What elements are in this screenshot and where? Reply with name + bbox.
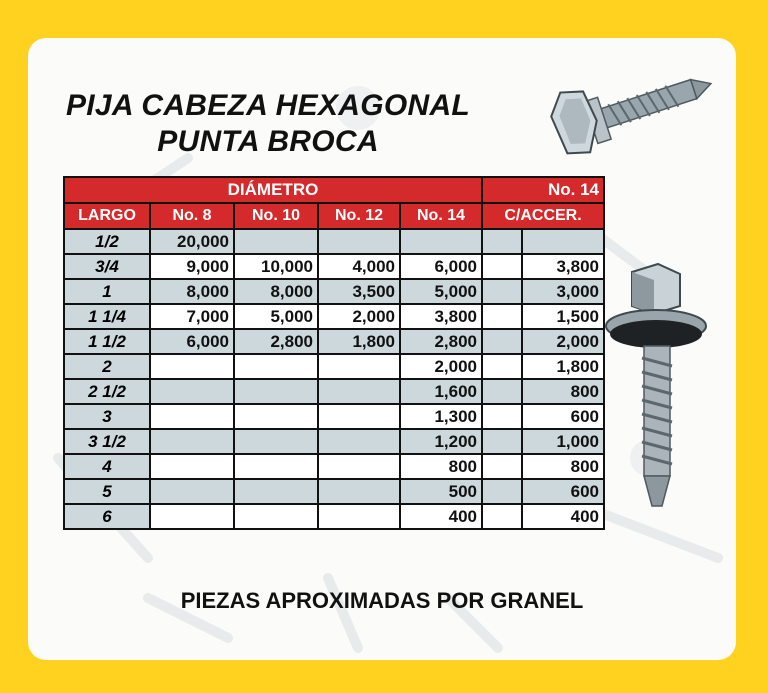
no8-cell: 7,000	[150, 304, 234, 329]
spacer-cell	[482, 329, 522, 354]
table-row	[64, 304, 604, 329]
no10-cell	[234, 404, 318, 429]
no10-cell	[234, 429, 318, 454]
largo-cell: 3/4	[64, 254, 150, 279]
no10-cell	[234, 479, 318, 504]
no10-cell: 2,800	[234, 329, 318, 354]
no14-cell: 2,000	[400, 354, 482, 379]
no8-cell	[150, 429, 234, 454]
no12-cell	[318, 354, 400, 379]
diameter-header: DIÁMETRO	[64, 177, 482, 203]
no8-cell: 6,000	[150, 329, 234, 354]
table-row	[64, 404, 604, 429]
largo-cell: 5	[64, 479, 150, 504]
table-row	[64, 279, 604, 304]
hex-head-self-drilling-screw-icon	[540, 58, 720, 168]
column-header-accessory: C/ACCER.	[482, 203, 604, 229]
largo-cell: 6	[64, 504, 150, 529]
largo-cell: 2 1/2	[64, 379, 150, 404]
spacer-cell	[482, 354, 522, 379]
no10-cell	[234, 229, 318, 254]
no8-cell	[150, 504, 234, 529]
no12-cell	[318, 404, 400, 429]
spacer-cell	[482, 279, 522, 304]
accessory-cell: 1,000	[522, 429, 604, 454]
accessory-cell: 2,000	[522, 329, 604, 354]
no10-cell	[234, 379, 318, 404]
no12-cell	[318, 504, 400, 529]
no12-cell	[318, 479, 400, 504]
column-header-no8: No. 8	[150, 203, 234, 229]
spacer-cell	[482, 379, 522, 404]
largo-cell: 3 1/2	[64, 429, 150, 454]
spacer-cell	[482, 504, 522, 529]
spacer-cell	[482, 304, 522, 329]
no8-cell	[150, 354, 234, 379]
no8-cell: 20,000	[150, 229, 234, 254]
no12-cell	[318, 229, 400, 254]
table-row	[64, 379, 604, 404]
table-row	[64, 229, 604, 254]
column-header-no10: No. 10	[234, 203, 318, 229]
title-line-1: PIJA CABEZA HEXAGONAL	[65, 89, 471, 122]
accessory-cell: 3,800	[522, 254, 604, 279]
no14-cell: 3,800	[400, 304, 482, 329]
no12-cell	[318, 379, 400, 404]
largo-cell: 3	[64, 404, 150, 429]
no8-cell	[150, 454, 234, 479]
accessory-size-header: No. 14	[482, 177, 604, 203]
no10-cell	[234, 454, 318, 479]
table-header-row	[64, 203, 604, 229]
largo-cell: 4	[64, 454, 150, 479]
no14-cell: 5,000	[400, 279, 482, 304]
no12-cell: 4,000	[318, 254, 400, 279]
largo-cell: 1 1/4	[64, 304, 150, 329]
no8-cell	[150, 479, 234, 504]
accessory-cell: 600	[522, 404, 604, 429]
no10-cell: 8,000	[234, 279, 318, 304]
table-header-row-top	[64, 177, 604, 203]
page-title	[48, 88, 488, 160]
table-row	[64, 254, 604, 279]
no10-cell: 10,000	[234, 254, 318, 279]
accessory-cell: 800	[522, 454, 604, 479]
largo-cell: 1/2	[64, 229, 150, 254]
no14-cell: 1,600	[400, 379, 482, 404]
largo-cell: 1 1/2	[64, 329, 150, 354]
no8-cell: 9,000	[150, 254, 234, 279]
no14-cell: 800	[400, 454, 482, 479]
footer-note: PIEZAS APROXIMADAS POR GRANEL	[180, 588, 584, 613]
spacer-cell	[482, 229, 522, 254]
table-body	[64, 229, 604, 529]
accessory-cell: 1,500	[522, 304, 604, 329]
no8-cell	[150, 404, 234, 429]
hex-head-screw-with-washer-icon	[600, 262, 710, 512]
spacer-cell	[482, 404, 522, 429]
accessory-cell: 1,800	[522, 354, 604, 379]
no10-cell	[234, 354, 318, 379]
accessory-cell: 800	[522, 379, 604, 404]
accessory-cell: 600	[522, 479, 604, 504]
spacer-cell	[482, 479, 522, 504]
no10-cell	[234, 504, 318, 529]
column-header-no12: No. 12	[318, 203, 400, 229]
no12-cell	[318, 429, 400, 454]
no12-cell: 3,500	[318, 279, 400, 304]
table-row	[64, 354, 604, 379]
no14-cell: 1,200	[400, 429, 482, 454]
no12-cell: 2,000	[318, 304, 400, 329]
no8-cell	[150, 379, 234, 404]
no8-cell: 8,000	[150, 279, 234, 304]
no10-cell: 5,000	[234, 304, 318, 329]
largo-cell: 2	[64, 354, 150, 379]
column-header-no14: No. 14	[400, 203, 482, 229]
title-line-2: PUNTA BROCA	[157, 125, 379, 158]
no14-cell: 1,300	[400, 404, 482, 429]
no14-cell: 6,000	[400, 254, 482, 279]
no14-cell	[400, 229, 482, 254]
screw-quantity-table	[63, 176, 605, 530]
table-row	[64, 479, 604, 504]
table-row	[64, 429, 604, 454]
accessory-cell: 3,000	[522, 279, 604, 304]
spacer-cell	[482, 254, 522, 279]
spacer-cell	[482, 429, 522, 454]
no12-cell: 1,800	[318, 329, 400, 354]
accessory-cell: 400	[522, 504, 604, 529]
no14-cell: 500	[400, 479, 482, 504]
no14-cell: 400	[400, 504, 482, 529]
table-row	[64, 504, 604, 529]
no12-cell	[318, 454, 400, 479]
table-row	[64, 454, 604, 479]
spacer-cell	[482, 454, 522, 479]
table-row	[64, 329, 604, 354]
no14-cell: 2,800	[400, 329, 482, 354]
column-header-largo: LARGO	[64, 203, 150, 229]
accessory-cell	[522, 229, 604, 254]
largo-cell: 1	[64, 279, 150, 304]
